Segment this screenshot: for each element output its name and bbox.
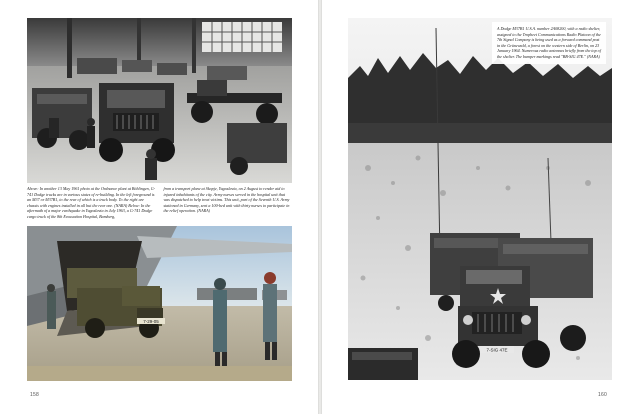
field-truck-plate-text: 7-SIG 47E xyxy=(486,347,508,353)
radio-truck-caption: A Dodge M37B1 U.S.A. number 2A08200, with a radio shelter, assigned to the Tropheet Communications Radio Platoon of the 7th Signal Company is being used as a forward command post in the Grünewald, a forest on the western side of Berlin, on 23 January 1964. Numerous radio antennas briefly from the top of the shelter. The bumper markings read "BB-SIG 47E." (NARA) xyxy=(492,22,606,64)
page-number-right: 160 xyxy=(598,392,607,398)
radio-truck-photo xyxy=(348,18,612,380)
caption-column-right: from a transport plane at Skopje, Yugoslavia, on 2 August to render aid to injured inhabitants of the city. Army nurses served in the hospital unit that was dispatched to help treat victims. This unit, part of the Seventh U.S. Army stationed in Germany, sent a 100-bed unit with thirty nurses to participate in the relief operation. (NARA) xyxy=(163,186,290,214)
caption-column-left: Above: In another 13 May 1961 photo at the Ordnance plant at Böblingen, G-741 Dodge trucks are in various states of re-building. In the left foreground is an M37 or M37B1, to the rear of which is a truck body. To the right are chassis with engines installed in all but the rear one. (NARA) Below: In the aftermath of a major earthquake in Yugoslavia in July 1963, a G-741 Dodge cargo truck of the 8th Evacuation Hospital, Bamberg, xyxy=(27,186,156,219)
page-number-left: 158 xyxy=(30,392,39,398)
plane-unloading-photo xyxy=(27,226,292,381)
factory-caption xyxy=(27,186,292,224)
plane-truck-plate-text: 7-29-05 xyxy=(143,319,159,324)
factory-photo xyxy=(27,18,292,183)
